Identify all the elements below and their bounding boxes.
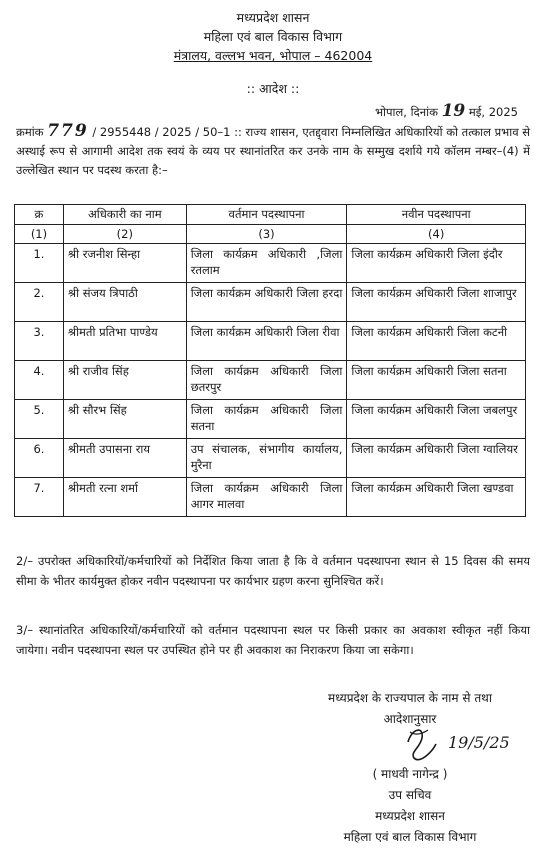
signatory-name: ( माधवी नागेन्द्र ) bbox=[372, 767, 448, 781]
cell-new: जिला कार्यक्रम अधिकारी जिला जबलपुर bbox=[347, 400, 526, 439]
cell-name: श्री राजीव सिंह bbox=[63, 361, 186, 400]
table-row bbox=[15, 283, 526, 322]
paragraph-2: 2/– उपरोक्त अधिकारियों/कर्मचारियों को निर्देशित किया जाता है कि वे वर्तमान पदस्थापना स्थान से 15 दिवस की समय सीमा के भीतर कार्यमुक्त होकर नवीन पदस्थापना पर कार्यभार ग्रहण करना सुनिश्चित करें। bbox=[16, 554, 530, 588]
cell-sn: 3. bbox=[15, 322, 64, 361]
signature-line1: मध्यप्रदेश के राज्यपाल के नाम से तथा bbox=[328, 691, 492, 705]
cell-sn: 2. bbox=[15, 283, 64, 322]
address: मंत्रालय, वल्लभ भवन, भोपाल – 462004 bbox=[173, 48, 373, 63]
col-number: (3) bbox=[186, 225, 347, 244]
order-number-label: क्रमांक bbox=[16, 125, 44, 139]
table-header-row bbox=[15, 205, 526, 225]
signatory-designation: उप सचिव bbox=[388, 788, 432, 802]
cell-name: श्रीमती रत्ना शर्मा bbox=[63, 478, 186, 517]
cell-sn: 5. bbox=[15, 400, 64, 439]
cell-new: जिला कार्यक्रम अधिकारी जिला शाजापुर bbox=[347, 283, 526, 322]
transfer-table bbox=[14, 204, 526, 517]
table-row bbox=[15, 361, 526, 400]
cell-name: श्रीमती उपासना राय bbox=[63, 439, 186, 478]
table-row bbox=[15, 400, 526, 439]
col-header-new: नवीन पदस्थापना bbox=[347, 205, 526, 225]
cell-sn: 4. bbox=[15, 361, 64, 400]
cell-current: जिला कार्यक्रम अधिकारी जिला रीवा bbox=[186, 322, 347, 361]
order-ref: / 2955448 / 2025 / 50–1 bbox=[92, 125, 231, 139]
cell-sn: 1. bbox=[15, 244, 64, 283]
order-number: 779 bbox=[47, 121, 89, 141]
date-line bbox=[375, 101, 518, 121]
col-header-name: अधिकारी का नाम bbox=[63, 205, 186, 225]
col-header-current: वर्तमान पदस्थापना bbox=[186, 205, 347, 225]
date-day: 19 bbox=[441, 101, 466, 121]
cell-name: श्रीमती प्रतिभा पाण्डेय bbox=[63, 322, 186, 361]
signature-line2: आदेशानुसार bbox=[383, 712, 437, 726]
col-number: (1) bbox=[15, 225, 64, 244]
signatory-dept2: महिला एवं बाल विकास विभाग bbox=[343, 830, 477, 844]
govt-name: मध्यप्रदेश शासन bbox=[236, 10, 310, 25]
cell-name: श्री रजनीश सिन्हा bbox=[63, 244, 186, 283]
cell-new: जिला कार्यक्रम अधिकारी जिला कटनी bbox=[347, 322, 526, 361]
table-row bbox=[15, 244, 526, 283]
col-header-sn: क्र bbox=[15, 205, 64, 225]
cell-name: श्री सौरभ सिंह bbox=[63, 400, 186, 439]
order-intro-text: :: राज्य शासन, एतद्द्वारा निम्नलिखित अधिकारियों को तत्काल प्रभाव से अस्थाई रूप से आगामी आदेश तक स्वयं के व्यय पर स्थानांतरित कर उनके नाम के सम्मुख दर्शाये गये कॉलम नम्बर–(4) में उल्लेखित स्थान पर पदस्थ करता है:– bbox=[16, 125, 531, 177]
signature-block bbox=[290, 688, 530, 848]
signatory-dept1: मध्यप्रदेश शासन bbox=[375, 809, 445, 823]
order-intro bbox=[16, 122, 530, 180]
cell-current: उप संचालक, संभागीय कार्यालय, मुरैना bbox=[186, 439, 347, 478]
cell-name: श्री संजय त्रिपाठी bbox=[63, 283, 186, 322]
cell-new: जिला कार्यक्रम अधिकारी जिला इंदौर bbox=[347, 244, 526, 283]
table-row bbox=[15, 322, 526, 361]
cell-new: जिला कार्यक्रम अधिकारी जिला खण्डवा bbox=[347, 478, 526, 517]
cell-current: जिला कार्यक्रम अधिकारी ,जिला रतलाम bbox=[186, 244, 347, 283]
paragraph-3: 3/– स्थानांतरित अधिकारियों/कर्मचारियों को वर्तमान पदस्थापना स्थल पर किसी प्रकार का अवकाश स्वीकृत नहीं किया जायेगा। नवीन पदस्थापना स्थल पर उपस्थित होने पर ही अवकाश का निराकरण किया जा सकेगा। bbox=[16, 623, 530, 657]
date-prefix: भोपाल, दिनांक bbox=[374, 105, 438, 119]
col-number: (2) bbox=[63, 225, 186, 244]
table-row bbox=[15, 439, 526, 478]
table-colnum-row bbox=[15, 225, 526, 244]
cell-current: जिला कार्यक्रम अधिकारी जिला आगर मालवा bbox=[186, 478, 347, 517]
signature-date: 19/5/25 bbox=[448, 733, 510, 752]
col-number: (4) bbox=[347, 225, 526, 244]
order-title: :: आदेश :: bbox=[246, 81, 300, 96]
department-name: महिला एवं बाल विकास विभाग bbox=[203, 29, 343, 44]
table-row bbox=[15, 478, 526, 517]
letterhead bbox=[0, 8, 546, 65]
cell-new: जिला कार्यक्रम अधिकारी जिला ग्वालियर bbox=[347, 439, 526, 478]
cell-current: जिला कार्यक्रम अधिकारी जिला हरदा bbox=[186, 283, 347, 322]
cell-current: जिला कार्यक्रम अधिकारी जिला छतरपुर bbox=[186, 361, 347, 400]
cell-sn: 7. bbox=[15, 478, 64, 517]
date-suffix: मई, 2025 bbox=[468, 105, 518, 119]
cell-new: जिला कार्यक्रम अधिकारी जिला सतना bbox=[347, 361, 526, 400]
cell-sn: 6. bbox=[15, 439, 64, 478]
cell-current: जिला कार्यक्रम अधिकारी जिला सतना bbox=[186, 400, 347, 439]
